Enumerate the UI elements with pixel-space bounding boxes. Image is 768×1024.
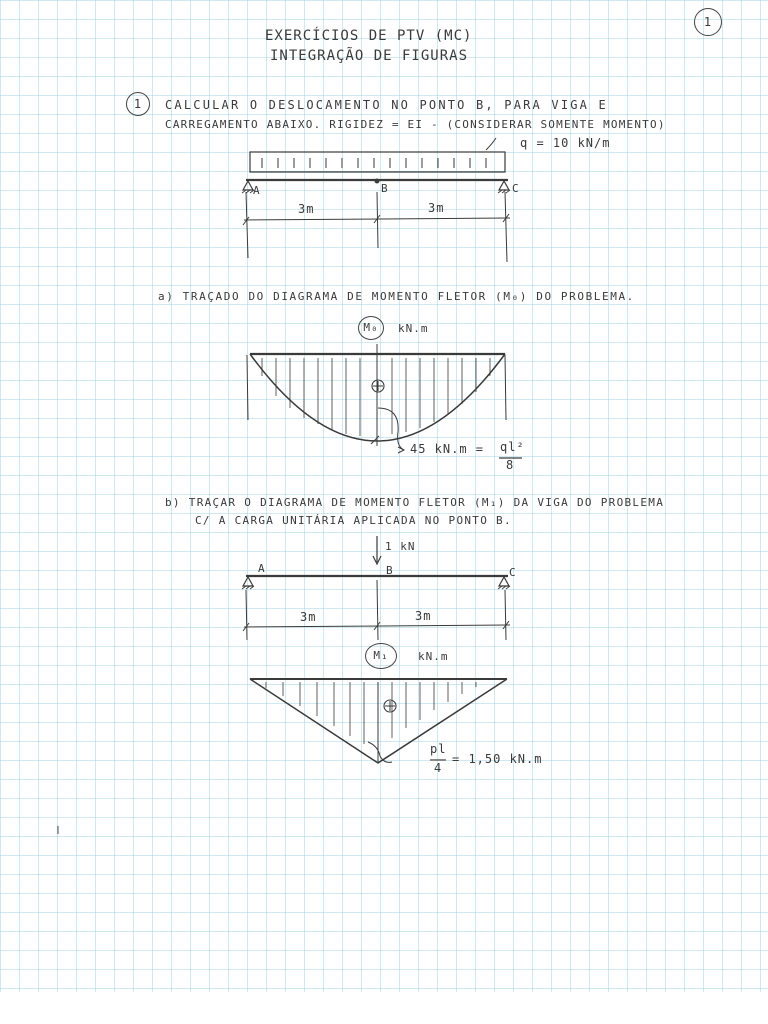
page-number-badge [694, 8, 722, 36]
m0-label-badge [358, 316, 384, 340]
problem-number-badge [126, 92, 150, 116]
page-number: 1 [703, 15, 713, 29]
beam1-span-1: 3m [298, 202, 315, 216]
m1-label-badge [365, 643, 397, 669]
m1-label: M₁ [373, 649, 389, 662]
m1-max-label: = 1,50 kN.m [452, 752, 543, 766]
beam2-support-a: A [258, 562, 266, 575]
part-b-text-line-1: b) TRAÇAR O DIAGRAMA DE MOMENTO FLETOR (M₁) DA VIGA DO PROBLEMA [165, 496, 665, 509]
beam1-span-2: 3m [428, 201, 445, 215]
beam1-point-b: B [381, 182, 389, 195]
m1-formula-numerator: pl [430, 742, 447, 756]
title-line-2: INTEGRAÇÃO DE FIGURAS [270, 48, 469, 64]
m0-unit: kN.m [398, 322, 429, 335]
part-b-text-line-2: C/ A CARGA UNITÁRIA APLICADA NO PONTO B. [195, 514, 512, 527]
beam2-point-b: B [386, 564, 394, 577]
m0-formula-numerator: ql² [500, 440, 525, 454]
m0-formula-denominator: 8 [506, 458, 515, 472]
problem-text-line-2: CARREGAMENTO ABAIXO. RIGIDEZ = EI - (CONSIDERAR SOMENTE MOMENTO) [165, 118, 666, 131]
beam2-support-c: C [509, 566, 517, 579]
problem-text-line-1: CALCULAR O DESLOCAMENTO NO PONTO B, PARA VIGA E [165, 98, 608, 112]
unit-load-label: 1 kN [385, 540, 416, 553]
beam2-span-2: 3m [415, 609, 432, 623]
part-a-text: a) TRAÇADO DO DIAGRAMA DE MOMENTO FLETOR (M₀) DO PROBLEMA. [158, 290, 635, 303]
beam1-support-c: C [512, 182, 520, 195]
distributed-load-label: q = 10 kN/m [520, 136, 611, 150]
beam2-span-1: 3m [300, 610, 317, 624]
m0-label: M₀ [363, 321, 379, 334]
beam1-support-a: A [253, 184, 261, 197]
title-line-1: EXERCÍCIOS DE PTV (MC) [265, 28, 473, 44]
m1-unit: kN.m [418, 650, 449, 663]
m1-formula-denominator: 4 [434, 761, 443, 775]
problem-number: 1 [133, 97, 143, 111]
m0-max-label: 45 kN.m = [410, 442, 485, 456]
